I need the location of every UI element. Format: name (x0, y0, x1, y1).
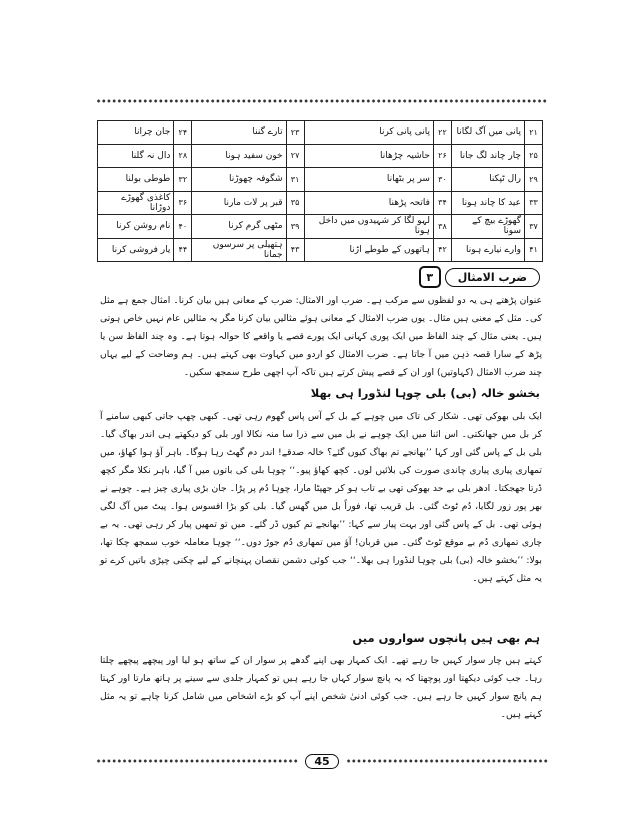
idiom-number: ۲۷ (286, 144, 304, 168)
story2-paragraph: کہتے ہیں چار سوار کہیں جا رہے تھے۔ ایک کمہار بھی اپنے گدھے پر سوار ان کے ساتھ ہو لیا اور پیچھے پیچھے چلتا رہا۔ جب کوئی دیکھتا اور پوچھتا کہ یہ پانچ سوار کہاں جا رہے ہیں تو کمہار جلدی سے سینے پر ہاتھ مارتا اور کہتا ہم پانچ سوار کہیں جا رہے ہیں۔ جب کوئی ادنیٰ شخص اپنے آپ کو بڑے اشخاص میں شامل کرنا چاہے تو یہ مثل کہتے ہیں۔ (100, 655, 542, 720)
idiom-text: تارے گننا (192, 121, 286, 145)
intro-paragraph: عنوان پڑھتے ہی یہ دو لفظوں سے مرکب ہے۔ ضرب اور الامثال: ضرب کے معانی ہیں بیان کرنا۔ امثال جمع ہے مثل کی۔ مثل کے معنی ہیں مثال۔ یوں ضرب الامثال کے معانی ہوئے مثالیں بیان کرنا مگر یہ مثالیں عام نہیں خاص ہوتی ہیں۔ یعنی مثال کے چند الفاظ میں ایک پوری کہانی ایک پورے قصے یا واقعے کا حوالہ ہوتا ہے۔ وہ چند الفاظ سن یا پڑھ کے سارا قصہ ذہن میں آ جاتا ہے۔ ضرب الامثال کو اردو میں کہاوت بھی کہتے ہیں۔ ہم وضاحت کے لیے یہاں چند ضرب الامثال (کہاوتیں) اور ان کے قصے پیش کرتے ہیں تاکہ آپ اچھی طرح سمجھ سکیں۔ (100, 295, 542, 378)
idiom-text: پانی پانی کرنا (304, 121, 433, 145)
idiom-number: ۲۹ (525, 168, 543, 192)
idiom-text: طوطی بولنا (98, 168, 174, 192)
table-row (98, 168, 543, 192)
idiom-text: لہو لگا کر شہیدوں میں داخل ہونا (304, 215, 433, 239)
idiom-number: ۳۳ (525, 191, 543, 215)
story2-heading: ہم بھی ہیں پانچوں سواروں میں (352, 631, 540, 645)
idiom-number: ۲۳ (286, 121, 304, 145)
idiom-text: مٹھی گرم کرنا (192, 215, 286, 239)
idiom-number: ۲۱ (525, 121, 543, 145)
idiom-text: ہتھیلی پر سرسوں جمانا (192, 238, 286, 262)
idiom-text: پانی میں آگ لگانا (451, 121, 524, 145)
story1-paragraph: ایک بلی بھوکی تھی۔ شکار کی تاک میں چوہے کے بل کے آس پاس گھوم رہی تھی۔ کبھی چھپ جاتی کبھی سامنے آ کر بل میں جھانکتی۔ اس اثنا میں ایک چوہے نے بل میں سے ذرا سا منہ نکالا اور بلی کو دیکھتے ہی اندر بھاگ گیا۔ بلی بل کے پاس گئی اور کہا ’’بھانجے تم بھاگ کیوں گئے؟ خالہ صدقے! اندر دم گھٹ رہا ہوگا۔ باہر آؤ ہوا کھاؤ، میں تمھاری پیاری پیاری چاندی صورت کی بلائیں لوں۔ کچھ کھاؤ پیو۔‘‘ چوہا بلی کی باتوں میں آ گیا، باہر نکلا مگر کچھ ڈرتا جھجکتا۔ ادھر بلی بے حد بھوکی تھی بے تاب ہو کر جھپٹا مارا، چوہا دُم پر پڑا۔ جان بڑی پیاری چیز ہے۔ چوہے نے بھر پور زور لگایا، دُم ٹوٹ گئی۔ بل قریب تھا، فوراً بل میں گھس گیا۔ بلی کو بڑا افسوس ہوا۔ پیٹ میں آگ لگی ہوئی تھی۔ بل کے پاس گئی اور بہت پیار سے کہا: ’’بھانجے تم کیوں ڈر گئے۔ میں تو تمھیں پیار کر رہی تھی۔ یہ بے چاری تمھاری دُم بے موقع ٹوٹ گئی۔ میں قربان! آؤ میں تمھاری دُم جوڑ دوں۔‘‘ چوہا معاملہ خوب سمجھ چکا تھا، بولا: ’’بخشو خالہ (بی) بلی چوہا لنڈورا ہی بھلا۔‘‘ جب کوئی دشمن نقصان پہنچانے کے لیے چکنی چپڑی باتیں کرے تو یہ مثل کہتے ہیں۔ (100, 411, 542, 584)
section-title: ضرب الامثال (445, 268, 540, 287)
idiom-text: جان چرانا (98, 121, 174, 145)
idiom-text: یار فروشی کرنا (98, 238, 174, 262)
idiom-text: نام روشن کرنا (98, 215, 174, 239)
idiom-number: ۳۹ (286, 215, 304, 239)
idiom-number: ۲۵ (525, 144, 543, 168)
idiom-number: ۴۴ (174, 238, 192, 262)
idiom-text: ہاتھوں کے طوطے اڑنا (304, 238, 433, 262)
section-number-badge: ۳ (419, 266, 441, 288)
section-heading (419, 266, 540, 288)
idiom-number: ۲۸ (174, 144, 192, 168)
table-row (98, 238, 543, 262)
idiom-number: ۲۲ (433, 121, 451, 145)
idiom-number: ۳۰ (433, 168, 451, 192)
idiom-text: فاتحہ پڑھنا (304, 191, 433, 215)
idiom-text: دال نہ گلنا (98, 144, 174, 168)
idiom-number: ۳۸ (433, 215, 451, 239)
table-row (98, 215, 543, 239)
idiom-number: ۳۲ (174, 168, 192, 192)
idiom-text: شگوفہ چھوڑنا (192, 168, 286, 192)
page-number: 45 (305, 754, 338, 769)
idiom-text: حاشیہ چڑھانا (304, 144, 433, 168)
idiom-text: خون سفید ہونا (192, 144, 286, 168)
footer-star-border-right (346, 756, 548, 766)
idiom-number: ۳۷ (525, 215, 543, 239)
idiom-text: عید کا چاند ہونا (451, 191, 524, 215)
idiom-text: رال ٹپکنا (451, 168, 524, 192)
table-row (98, 191, 543, 215)
idiom-number: ۴۳ (286, 238, 304, 262)
top-star-border (96, 96, 548, 106)
idiom-number: ۲۶ (433, 144, 451, 168)
idiom-number: ۳۱ (286, 168, 304, 192)
footer-star-border-left (96, 756, 298, 766)
table-row (98, 121, 543, 145)
idiom-text: وارے نیارے ہونا (451, 238, 524, 262)
idiom-number: ۴۲ (433, 238, 451, 262)
idiom-number: ۳۴ (433, 191, 451, 215)
idiom-number: ۴۱ (525, 238, 543, 262)
idiom-text: سر پر بٹھانا (304, 168, 433, 192)
idiom-number: ۴۰ (174, 215, 192, 239)
idiom-text: گھوڑے بیچ کے سونا (451, 215, 524, 239)
story1-heading: بخشو خالہ (بی) بلی چوہا لنڈورا ہی بھلا (310, 386, 540, 400)
idiom-text: قبر پر لات مارنا (192, 191, 286, 215)
idiom-number: ۳۶ (174, 191, 192, 215)
idiom-number: ۲۴ (174, 121, 192, 145)
page-footer (96, 752, 548, 770)
idioms-table (97, 120, 543, 262)
idiom-text: چار چاند لگ جانا (451, 144, 524, 168)
idiom-text: کاغذی گھوڑے دوڑانا (98, 191, 174, 215)
table-row (98, 144, 543, 168)
idiom-number: ۳۵ (286, 191, 304, 215)
